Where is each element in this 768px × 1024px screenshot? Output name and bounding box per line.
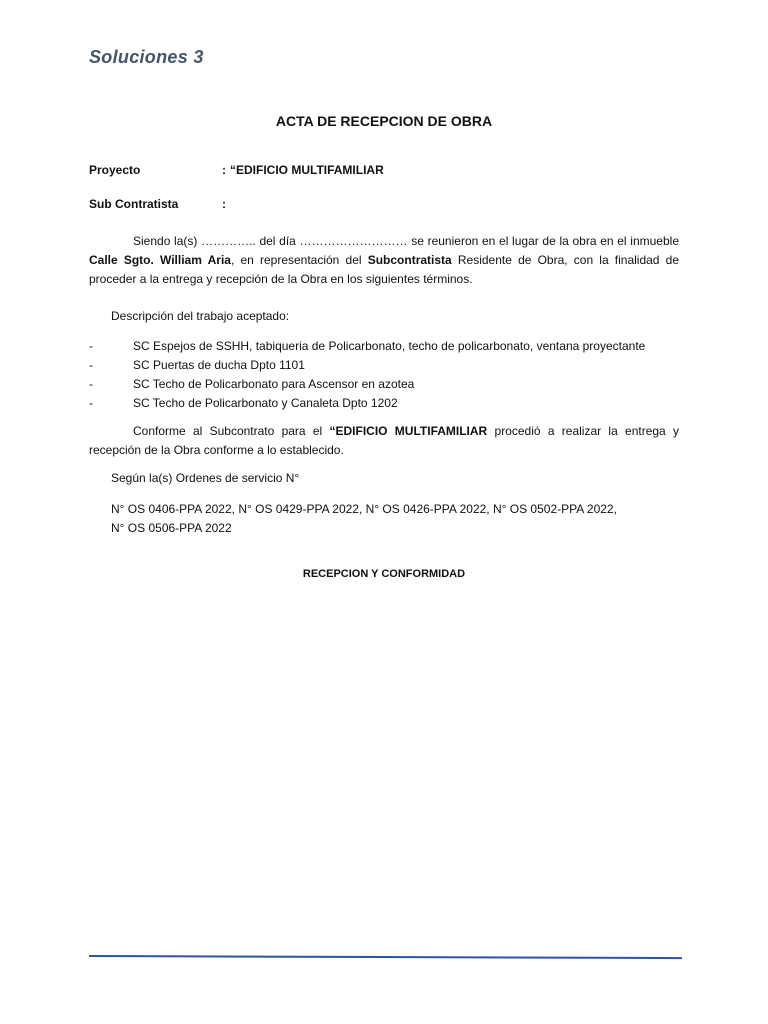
intro-text-1: Siendo la(s) ………….. del día ……………………… se reunieron en el lugar de la obra en el inmueble: [133, 234, 679, 248]
intro-address: Calle Sgto. William Aria: [89, 253, 231, 267]
list-dash: -: [89, 396, 93, 410]
header-brand: Soluciones 3: [89, 47, 204, 67]
conformity-text-2: procedió a realizar la entrega y recepción de la Obra conforme a lo establecido.: [89, 424, 680, 457]
intro-text-3: Residente de Obra, con la finalidad de proceder a la entrega y recepción de la Obra en los siguientes términos.: [89, 253, 679, 286]
intro-paragraph: [89, 232, 679, 289]
list-dash: -: [89, 377, 93, 391]
intro-subcontractor: Subcontratista: [367, 253, 452, 267]
subcontractor-label: Sub Contratista: [89, 197, 179, 211]
list-item-text: SC Techo de Policarbonato para Ascensor en azotea: [133, 377, 415, 391]
service-orders-line-1: N° OS 0406-PPA 2022, N° OS 0429-PPA 2022, N° OS 0426-PPA 2022, N° OS 0502-PPA 2022,: [111, 502, 617, 516]
list-item-text: SC Espejos de SSHH, tabiqueria de Policarbonato, techo de policarbonato, ventana proyectante: [133, 339, 646, 353]
project-label: Proyecto: [89, 163, 141, 177]
project-value: “EDIFICIO MULTIFAMILIAR: [230, 163, 384, 177]
list-item: [89, 375, 689, 394]
document-title: ACTA DE RECEPCION DE OBRA: [275, 113, 493, 129]
subcontractor-separator: :: [222, 197, 226, 211]
work-items-list: [89, 337, 689, 413]
conformity-paragraph: [89, 422, 679, 460]
footer-divider: [89, 955, 682, 959]
subcontractor-field: [89, 197, 230, 211]
list-dash: -: [89, 358, 93, 372]
service-orders-line-2: N° OS 0506-PPA 2022: [111, 521, 232, 535]
list-item: [89, 337, 689, 356]
intro-text-2: , en representación del: [230, 253, 368, 267]
service-orders-label: Según la(s) Ordenes de servicio N°: [111, 471, 300, 485]
conformity-text-1: Conforme al Subcontrato para el: [133, 424, 330, 438]
list-dash: -: [89, 339, 93, 353]
conformity-project: “EDIFICIO MULTIFAMILIAR: [329, 424, 488, 438]
list-item-text: SC Puertas de ducha Dpto 1101: [133, 358, 305, 372]
list-item: [89, 394, 689, 413]
list-item-text: SC Techo de Policarbonato y Canaleta Dpto 1202: [133, 396, 398, 410]
project-field: [89, 163, 384, 177]
list-item: [89, 356, 689, 375]
work-description-label: Descripción del trabajo aceptado:: [111, 309, 290, 323]
service-orders-list: [111, 500, 681, 538]
project-separator: :: [222, 163, 226, 177]
reception-section-title: RECEPCION Y CONFORMIDAD: [302, 568, 466, 580]
